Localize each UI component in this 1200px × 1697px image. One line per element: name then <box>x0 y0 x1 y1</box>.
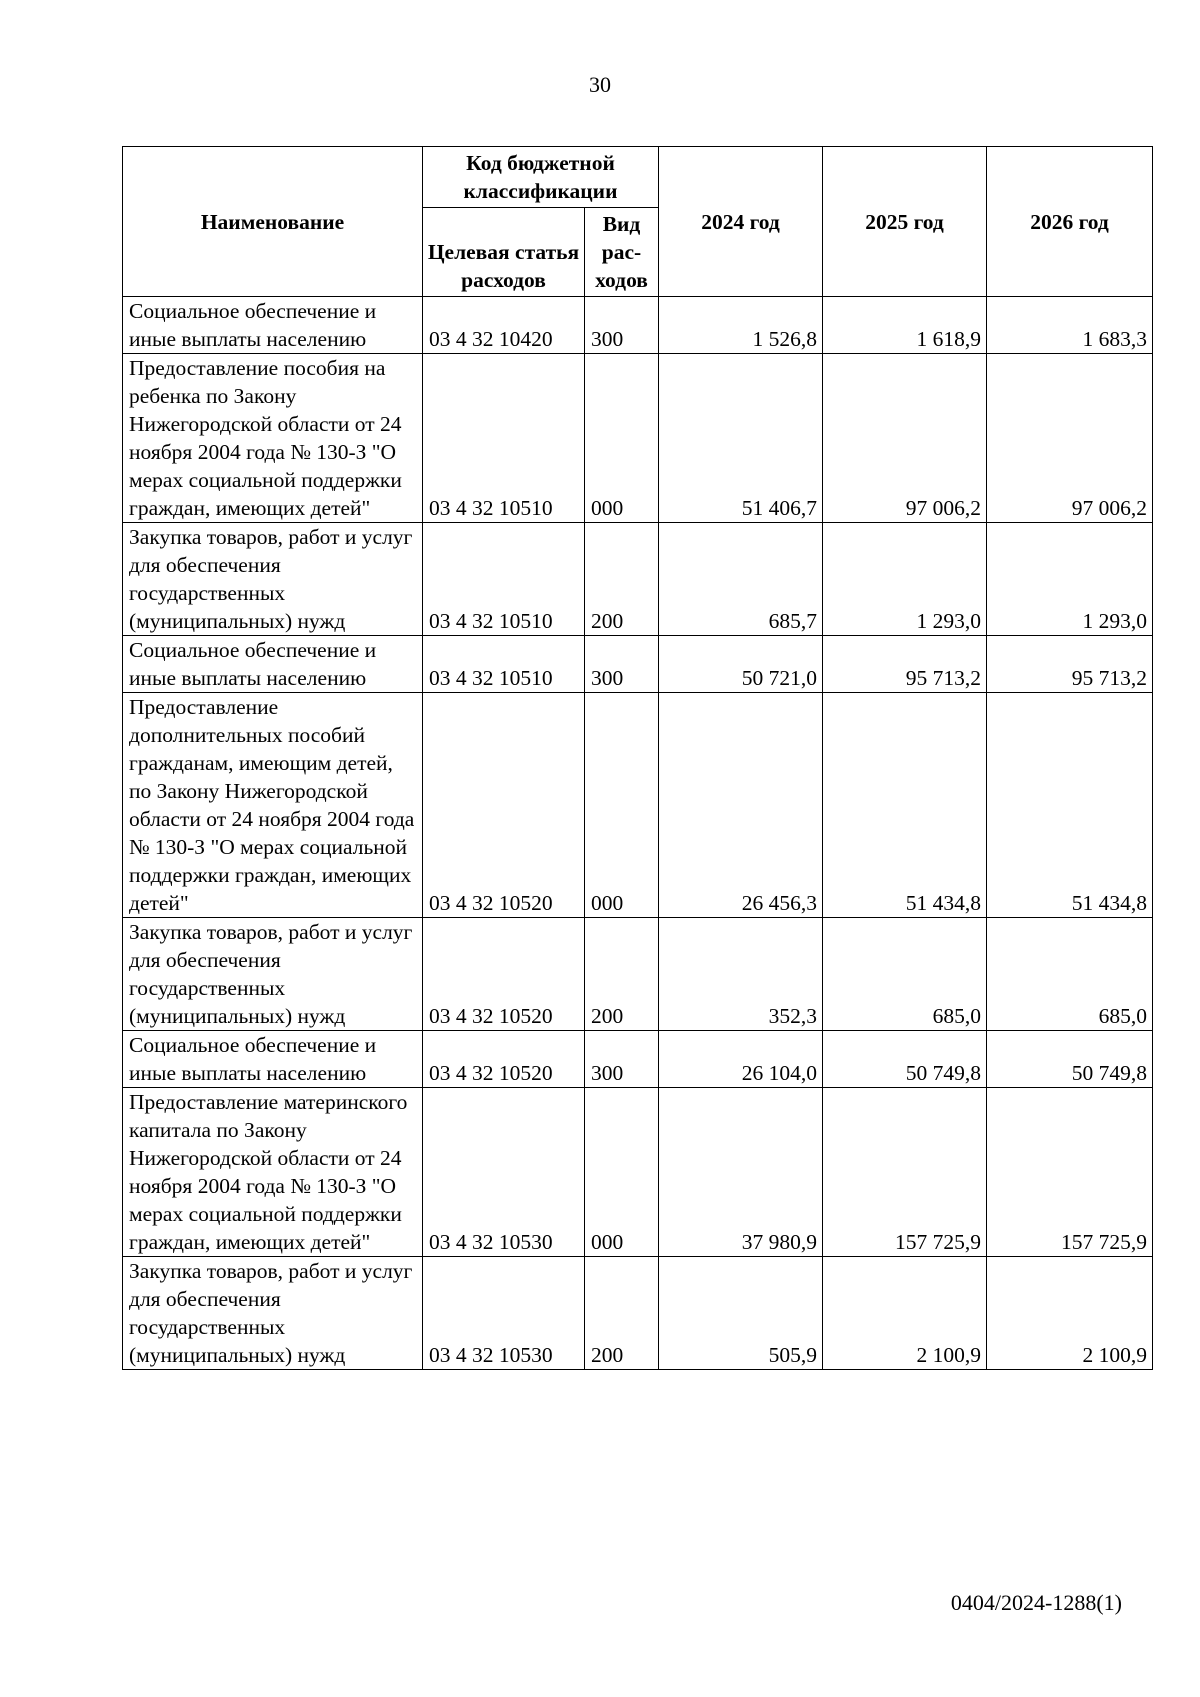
row-name-cell: Предоставление пособия на ребенка по Закону Нижегородской области от 24 ноября 2004 года № 130-З "О мерах социальной поддержки граждан, имеющих детей" <box>123 354 423 523</box>
row-name-cell: Социальное обеспечение и иные выплаты населению <box>123 636 423 693</box>
row-2025-cell: 2 100,9 <box>823 1257 987 1370</box>
document-id: 0404/2024-1288(1) <box>950 1590 1122 1615</box>
row-name-cell: Предоставление дополнительных пособий гражданам, имеющим детей, по Закону Нижегородской области от 24 ноября 2004 года № 130-З "О мерах социальной поддержки граждан, имеющих детей" <box>123 693 423 918</box>
header-year-2024: 2024 год <box>659 147 823 297</box>
row-expense-type-cell: 000 <box>585 1088 659 1257</box>
row-target-article-cell: 03 4 32 10520 <box>423 1031 585 1088</box>
row-target-article-cell: 03 4 32 10420 <box>423 297 585 354</box>
row-2024-cell: 685,7 <box>659 523 823 636</box>
row-2024-cell: 37 980,9 <box>659 1088 823 1257</box>
table-body <box>123 297 1153 1370</box>
header-year-2025: 2025 год <box>823 147 987 297</box>
row-2024-cell: 505,9 <box>659 1257 823 1370</box>
row-target-article-cell: 03 4 32 10520 <box>423 693 585 918</box>
table-header <box>123 147 1153 297</box>
table-row <box>123 1031 1153 1088</box>
row-2024-cell: 1 526,8 <box>659 297 823 354</box>
row-name-cell: Социальное обеспечение и иные выплаты населению <box>123 1031 423 1088</box>
table-row <box>123 354 1153 523</box>
table-row <box>123 523 1153 636</box>
row-2025-cell: 51 434,8 <box>823 693 987 918</box>
row-target-article-cell: 03 4 32 10510 <box>423 354 585 523</box>
budget-table <box>122 146 1153 1370</box>
row-name-cell: Закупка товаров, работ и услуг для обеспечения государственных (муниципальных) нужд <box>123 1257 423 1370</box>
row-expense-type-cell: 200 <box>585 1257 659 1370</box>
row-2024-cell: 26 104,0 <box>659 1031 823 1088</box>
row-target-article-cell: 03 4 32 10520 <box>423 918 585 1031</box>
header-target-article: Целевая статья расходов <box>423 208 585 297</box>
row-2024-cell: 26 456,3 <box>659 693 823 918</box>
row-2026-cell: 51 434,8 <box>987 693 1153 918</box>
row-2026-cell: 685,0 <box>987 918 1153 1031</box>
row-expense-type-cell: 200 <box>585 918 659 1031</box>
row-2025-cell: 685,0 <box>823 918 987 1031</box>
row-expense-type-cell: 300 <box>585 297 659 354</box>
row-2025-cell: 1 618,9 <box>823 297 987 354</box>
row-target-article-cell: 03 4 32 10530 <box>423 1088 585 1257</box>
table-row <box>123 1257 1153 1370</box>
table-row <box>123 297 1153 354</box>
row-2026-cell: 95 713,2 <box>987 636 1153 693</box>
row-target-article-cell: 03 4 32 10530 <box>423 1257 585 1370</box>
table-row <box>123 918 1153 1031</box>
table-row <box>123 1088 1153 1257</box>
page-number: 30 <box>589 72 611 97</box>
header-expense-type: Вид рас-ходов <box>585 208 659 297</box>
header-name: Наименование <box>123 147 423 297</box>
row-expense-type-cell: 000 <box>585 354 659 523</box>
row-2026-cell: 97 006,2 <box>987 354 1153 523</box>
row-2026-cell: 2 100,9 <box>987 1257 1153 1370</box>
header-year-2026: 2026 год <box>987 147 1153 297</box>
header-budget-code-group: Код бюджетной классификации <box>423 147 659 208</box>
row-name-cell: Предоставление материнского капитала по Закону Нижегородской области от 24 ноября 2004 года № 130-З "О мерах социальной поддержки граждан, имеющих детей" <box>123 1088 423 1257</box>
row-target-article-cell: 03 4 32 10510 <box>423 636 585 693</box>
row-2025-cell: 1 293,0 <box>823 523 987 636</box>
table-row <box>123 693 1153 918</box>
row-name-cell: Закупка товаров, работ и услуг для обеспечения государственных (муниципальных) нужд <box>123 523 423 636</box>
row-2024-cell: 51 406,7 <box>659 354 823 523</box>
row-expense-type-cell: 200 <box>585 523 659 636</box>
row-2026-cell: 157 725,9 <box>987 1088 1153 1257</box>
row-target-article-cell: 03 4 32 10510 <box>423 523 585 636</box>
row-2026-cell: 50 749,8 <box>987 1031 1153 1088</box>
row-name-cell: Закупка товаров, работ и услуг для обеспечения государственных (муниципальных) нужд <box>123 918 423 1031</box>
row-2025-cell: 50 749,8 <box>823 1031 987 1088</box>
row-expense-type-cell: 000 <box>585 693 659 918</box>
row-2026-cell: 1 293,0 <box>987 523 1153 636</box>
row-2024-cell: 352,3 <box>659 918 823 1031</box>
row-2024-cell: 50 721,0 <box>659 636 823 693</box>
row-2026-cell: 1 683,3 <box>987 297 1153 354</box>
table-row <box>123 636 1153 693</box>
row-expense-type-cell: 300 <box>585 636 659 693</box>
row-2025-cell: 157 725,9 <box>823 1088 987 1257</box>
row-expense-type-cell: 300 <box>585 1031 659 1088</box>
row-2025-cell: 97 006,2 <box>823 354 987 523</box>
row-2025-cell: 95 713,2 <box>823 636 987 693</box>
row-name-cell: Социальное обеспечение и иные выплаты населению <box>123 297 423 354</box>
